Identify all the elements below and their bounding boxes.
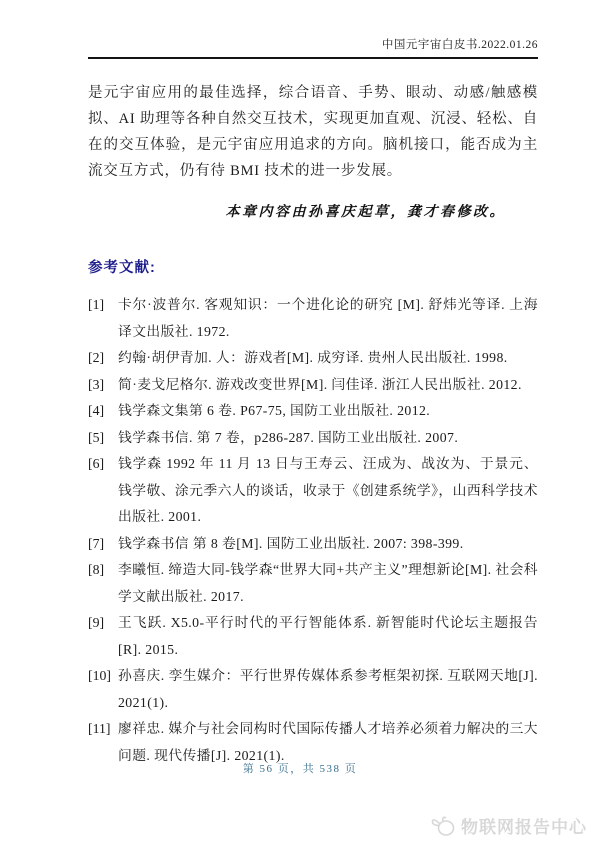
reference-text: 廖祥忠. 媒介与社会同构时代国际传播人才培养必须着力解决的三大问题. 现代传播[J]. 2021(1). xyxy=(118,721,538,763)
reference-item xyxy=(88,557,538,610)
reference-text: 孙喜庆. 孪生媒介：平行世界传媒体系参考框架初探. 互联网天地[J]. 2021(1). xyxy=(118,668,538,710)
reference-text: 钱学森 1992 年 11 月 13 日与王寿云、汪成为、战汝为、于景元、钱学敬、涂元季六人的谈话，收录于《创建系统学》，山西科学技术出版社. 2001. xyxy=(118,456,538,524)
reference-number: [5] xyxy=(88,429,105,445)
reference-number: [2] xyxy=(88,350,105,365)
reference-item xyxy=(88,345,538,372)
reference-text: 卡尔·波普尔. 客观知识：一个进化论的研究 [M]. 舒炜光等译. 上海译文出版社. 1972. xyxy=(118,297,538,339)
reference-text: 钱学森书信. 第 7 卷，p286-287. 国防工业出版社. 2007. xyxy=(118,429,459,445)
reference-text: 约翰·胡伊青加. 人：游戏者[M]. 成穷译. 贵州人民出版社. 1998. xyxy=(118,350,508,365)
reference-number: [8] xyxy=(88,562,105,577)
reference-item xyxy=(88,663,538,716)
page-indicator: 第 56 页，共 538 页 xyxy=(242,763,358,775)
watermark xyxy=(431,813,587,838)
chapter-attribution: 本章内容由孙喜庆起草，龚才春修改。 xyxy=(225,205,506,220)
reference-text: 钱学森文集第 6 卷. P67-75, 国防工业出版社. 2012. xyxy=(118,403,431,418)
watermark-logo-icon xyxy=(431,815,457,837)
reference-number: [4] xyxy=(88,403,105,418)
reference-number: [1] xyxy=(88,297,105,312)
references-heading: 参考文献: xyxy=(88,260,156,276)
watermark-label: 物联网报告中心 xyxy=(461,818,587,837)
body-paragraph: 是元宇宙应用的最佳选择，综合语音、手势、眼动、动感/触感模拟、AI 助理等各种自然交互技术，实现更加直观、沉浸、轻松、自在的交互体验，是元宇宙应用追求的方向。脑机接口，能否成为主流交互方式，仍有待 BMI 技术的进一步发展。 xyxy=(88,85,538,179)
reference-item xyxy=(88,531,538,558)
reference-number: [10] xyxy=(88,668,111,683)
references-list xyxy=(88,292,538,769)
reference-item xyxy=(88,398,538,425)
reference-text: 钱学森书信 第 8 卷[M]. 国防工业出版社. 2007: 398-399. xyxy=(118,535,464,551)
reference-item xyxy=(88,292,538,345)
page-footer xyxy=(0,760,600,776)
reference-text: 简·麦戈尼格尔. 游戏改变世界[M]. 闫佳译. 浙江人民出版社. 2012. xyxy=(118,376,522,392)
header-running-title: 中国元宇宙白皮书.2022.01.26 xyxy=(381,39,538,51)
reference-item xyxy=(88,610,538,663)
reference-item xyxy=(88,372,538,399)
page-header xyxy=(88,36,538,59)
reference-text: 李曦恒. 缔造大同-钱学森“世界大同+共产主义”理想新论[M]. 社会科学文献出版社. 2017. xyxy=(118,562,538,604)
header-rule xyxy=(88,57,538,59)
reference-number: [6] xyxy=(88,456,105,471)
reference-item xyxy=(88,425,538,452)
reference-number: [9] xyxy=(88,615,105,630)
reference-item xyxy=(88,451,538,531)
reference-text: 王飞跃. X5.0-平行时代的平行智能体系. 新智能时代论坛主题报告[R]. 2015. xyxy=(118,615,538,657)
reference-number: [7] xyxy=(88,535,105,551)
reference-number: [3] xyxy=(88,376,105,392)
reference-number: [11] xyxy=(88,721,111,736)
